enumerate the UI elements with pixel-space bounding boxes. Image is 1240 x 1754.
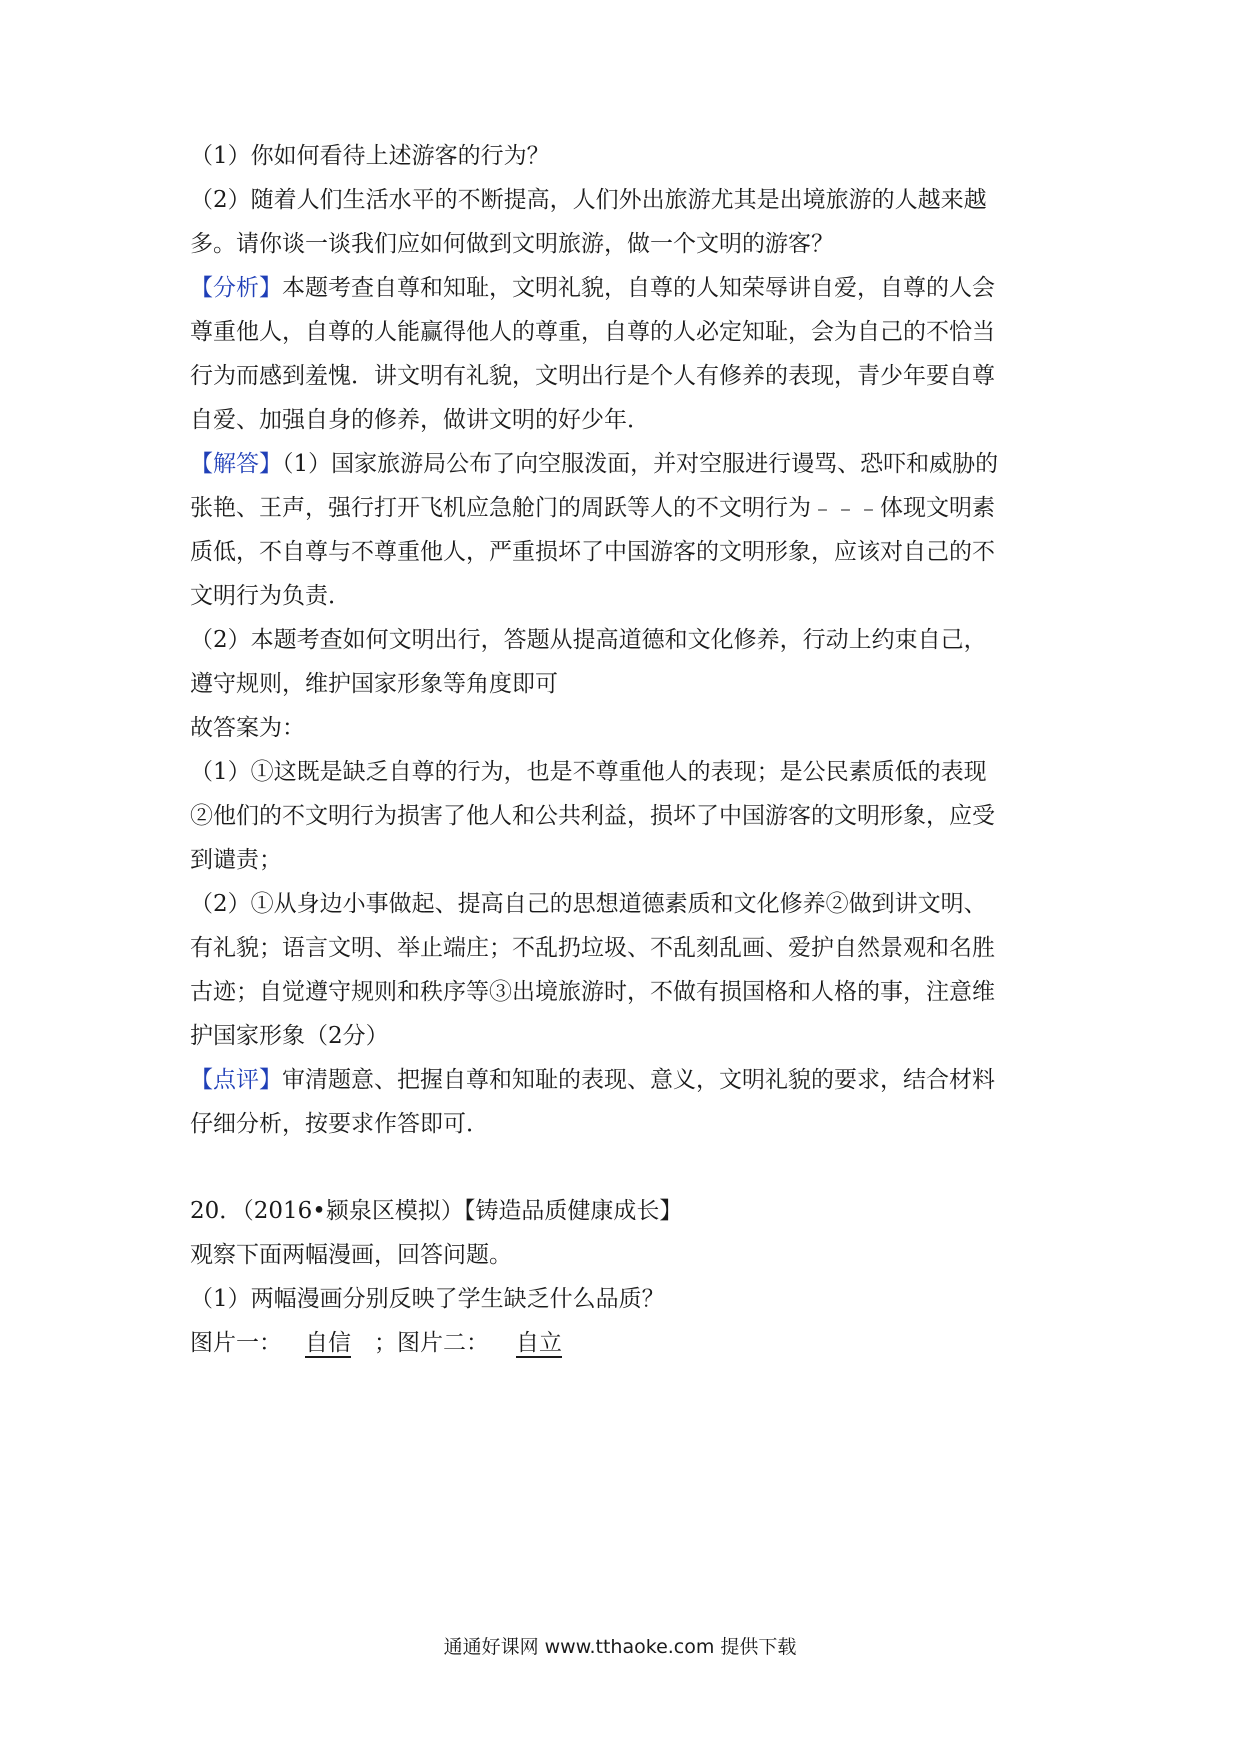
- analysis-tag: 【分析】: [190, 275, 282, 301]
- answer-line: 张艳、王声，强行打开飞机应急舱门的周跃等人的不文明行为﹣﹣﹣体现文明素: [190, 495, 995, 521]
- answer-line: （2）①从身边小事做起、提高自己的思想道德素质和文化修养②做到讲文明、: [190, 891, 987, 917]
- question-20-instruction: 观察下面两幅漫画，回答问题。: [190, 1242, 512, 1268]
- analysis-line: 行为而感到羞愧．讲文明有礼貌，文明出行是个人有修养的表现，青少年要自尊: [190, 363, 995, 389]
- question-2-line: 多。请你谈一谈我们应如何做到文明旅游，做一个文明的游客？: [190, 231, 834, 257]
- answer-line: （1）①这既是缺乏自尊的行为，也是不尊重他人的表现；是公民素质低的表现: [190, 759, 987, 785]
- answer-tag: 【解答】: [190, 451, 282, 477]
- answer-line: 有礼貌；语言文明、举止端庄；不乱扔垃圾、不乱刻乱画、爱护自然景观和名胜: [190, 935, 995, 961]
- question-1: （1）你如何看待上述游客的行为？: [190, 143, 550, 169]
- answer-line: 文明行为负责．: [190, 583, 351, 609]
- picture-answers: [190, 1328, 589, 1358]
- comment-line: 仔细分析，按要求作答即可．: [190, 1111, 489, 1137]
- analysis-line: 尊重他人，自尊的人能赢得他人的尊重，自尊的人必定知耻，会为自己的不恰当: [190, 319, 995, 345]
- question-20-sub1: （1）两幅漫画分别反映了学生缺乏什么品质？: [190, 1286, 665, 1312]
- separator: ；: [374, 1330, 397, 1356]
- analysis-line: 自爱、加强自身的修养，做讲文明的好少年．: [190, 407, 650, 433]
- answer-line: （2）本题考查如何文明出行，答题从提高道德和文化修养，行动上约束自己，: [190, 627, 987, 653]
- answer-line: 到谴责；: [190, 847, 282, 873]
- pic2-answer: 自立: [516, 1330, 562, 1356]
- answer-line: 【解答】（1）国家旅游局公布了向空服泼面，并对空服进行谩骂、恐吓和威胁的: [190, 451, 999, 477]
- pic1-answer: 自信: [305, 1330, 351, 1356]
- comment-tag: 【点评】: [190, 1067, 282, 1093]
- pic1-label: 图片一：: [190, 1330, 282, 1356]
- question-20-header: 20．（2016•颍泉区模拟）【铸造品质健康成长】: [190, 1198, 683, 1224]
- answer-line: 遵守规则，维护国家形象等角度即可: [190, 671, 558, 697]
- answer-line: ②他们的不文明行为损害了他人和公共利益，损坏了中国游客的文明形象，应受: [190, 803, 995, 829]
- answer-line: 古迹；自觉遵守规则和秩序等③出境旅游时，不做有损国格和人格的事，注意维: [190, 979, 995, 1005]
- comment-line: 【点评】审清题意、把握自尊和知耻的表现、意义，文明礼貌的要求，结合材料: [190, 1067, 995, 1093]
- pic2-label: 图片二：: [397, 1330, 489, 1356]
- page-footer: 通通好课网 www.tthaoke.com 提供下载: [443, 1636, 797, 1658]
- question-2-line: （2）随着人们生活水平的不断提高，人们外出旅游尤其是出境旅游的人越来越: [190, 187, 987, 213]
- answer-line: 故答案为：: [190, 715, 305, 741]
- analysis-line: 【分析】本题考查自尊和知耻，文明礼貌，自尊的人知荣辱讲自爱，自尊的人会: [190, 275, 995, 301]
- answer-line: 质低，不自尊与不尊重他人，严重损坏了中国游客的文明形象，应该对自己的不: [190, 539, 995, 565]
- answer-line: 护国家形象（2分）: [190, 1023, 389, 1049]
